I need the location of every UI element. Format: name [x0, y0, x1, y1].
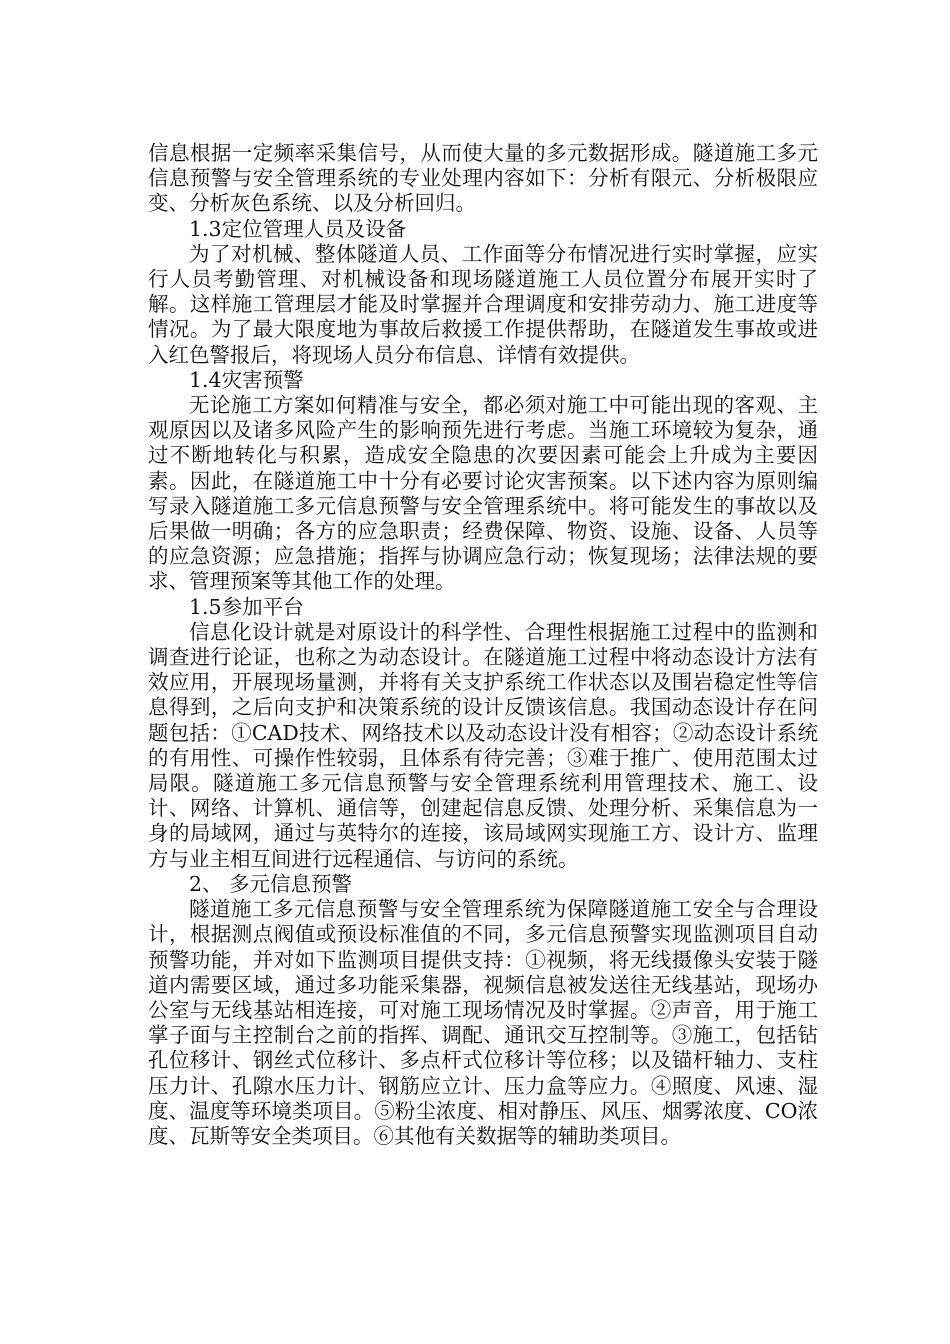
paragraph-disaster-warning: 无论施工方案如何精准与安全，都必须对施工中可能出现的客观、主观原因以及诸多风险产生的影响预先进行考虑。当施工环境较为复杂，通过不断地转化与积累，造成安全隐患的次要因素可能会上升成为主要因素。因此，在隧道施工中十分有必要讨论灾害预案。以下述内容为原则编写录入隧道施工多元信息预警与安全管理系统中。将可能发生的事故以及后果做一明确；各方的应急职责；经费保障、物资、设施、设备、人员等的应急资源；应急措施；指挥与协调应急行动；恢复现场；法律法规的要求、管理预案等其他工作的处理。 — [148, 393, 818, 594]
paragraph-intro: 信息根据一定频率采集信号，从而使大量的多元数据形成。隧道施工多元信息预警与安全管理系统的专业处理内容如下：分析有限元、分析极限应变、分析灰色系统、以及分析回归。 — [148, 141, 818, 216]
document-body — [148, 141, 818, 1149]
paragraph-positioning: 为了对机械、整体隧道人员、工作面等分布情况进行实时掌握，应实行人员考勤管理、对机械设备和现场隧道施工人员位置分布展开实时了解。这样施工管理层才能及时掌握并合理调度和安排劳动力、施工进度等情况。为了最大限度地为事故后救援工作提供帮助，在隧道发生事故或进入红色警报后，将现场人员分布信息、详情有效提供。 — [148, 241, 818, 367]
section-heading-2: 2、 多元信息预警 — [189, 871, 353, 896]
paragraph-multi-info-warning: 隧道施工多元信息预警与安全管理系统为保障隧道施工安全与合理设计，根据测点阀值或预设标准值的不同，多元信息预警实现监测项目自动预警功能，并对如下监测项目提供支持：①视频，将无线摄像头安装于隧道内需要区域，通过多功能采集器，视频信息被发送往无线基站，现场办公室与无线基站相连接，可对施工现场情况及时掌握。②声音，用于施工掌子面与主控制台之前的指挥、调配、通讯交互控制等。③施工，包括钻孔位移计、钢丝式位移计、多点杆式位移计等位移；以及锚杆轴力、支柱压力计、孔隙水压力计、钢筋应立计、压力盒等应力。④照度、风速、湿度、温度等环境类项目。⑤粉尘浓度、相对静压、风压、烟雾浓度、CO浓度、瓦斯等安全类项目。⑥其他有关数据等的辅助类项目。 — [148, 897, 818, 1148]
section-heading-1-4: 1.4灾害预警 — [189, 367, 304, 392]
paragraph-platform: 信息化设计就是对原设计的科学性、合理性根据施工过程中的监测和调查进行论证，也称之为动态设计。在隧道施工过程中将动态设计方法有效应用，开展现场量测，并将有关支护系统工作状态以及围岩稳定性等信息得到，之后向支护和决策系统的设计反馈该信息。我国动态设计存在问题包括：①CAD技术、网络技术以及动态设计没有相容；②动态设计系统的有用性、可操作性较弱，且体系有待完善；③难于推广、使用范围太过局限。隧道施工多元信息预警与安全管理系统利用管理技术、施工、设计、网络、计算机、通信等，创建起信息反馈、处理分析、采集信息为一身的局域网，通过与英特尔的连接，该局域网实现施工方、设计方、监理方与业主相互间进行远程通信、与访问的系统。 — [148, 619, 818, 871]
section-heading-1-5: 1.5参加平台 — [189, 594, 304, 619]
section-heading-1-3: 1.3定位管理人员及设备 — [189, 216, 407, 241]
